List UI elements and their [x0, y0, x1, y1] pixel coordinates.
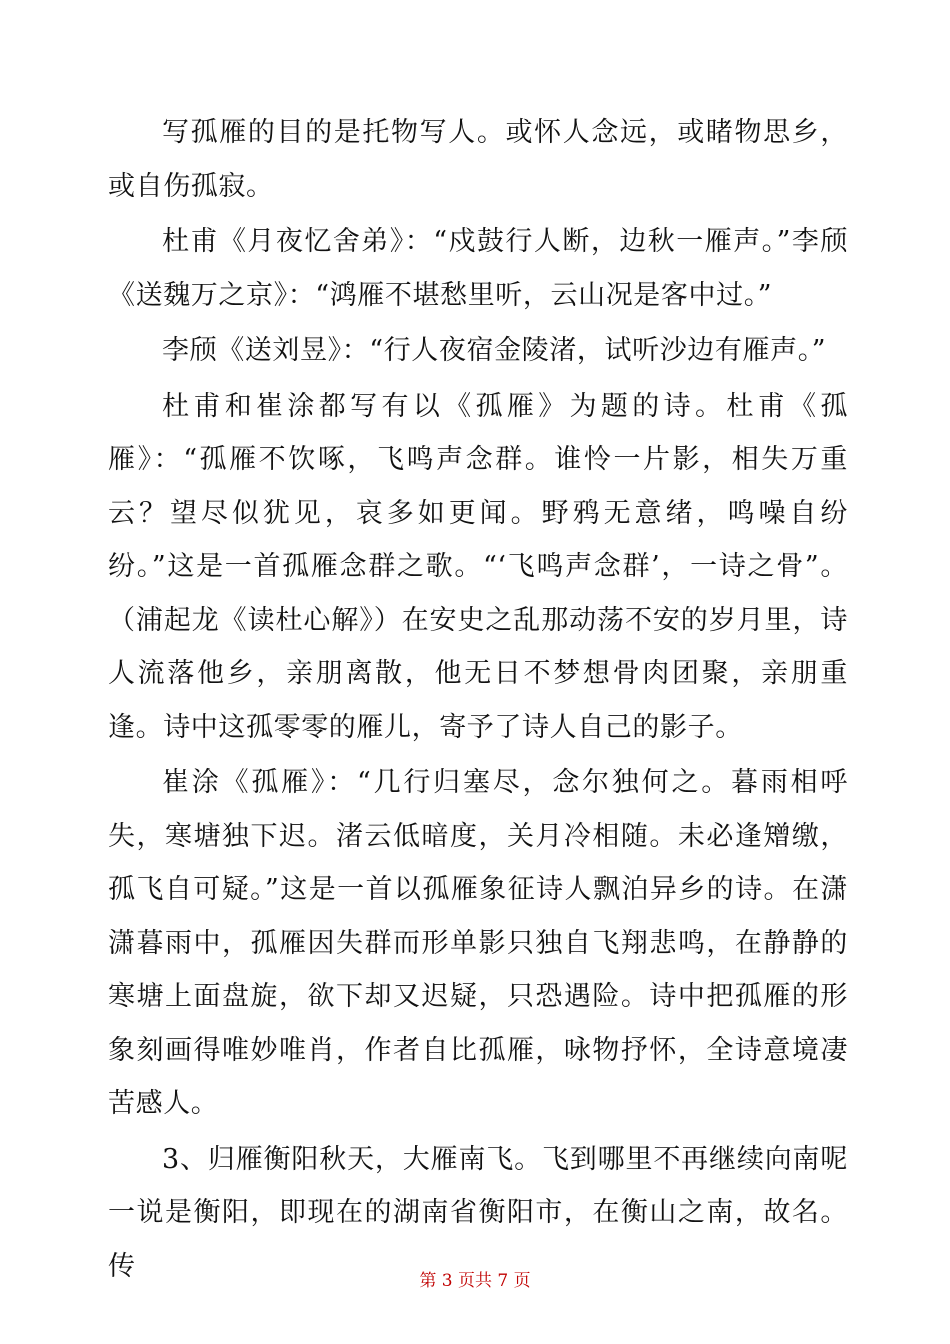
paragraph-6: 3、归雁衡阳秋天，大雁南飞。飞到哪里不再继续向南呢一说是衡阳，即现在的湖南省衡阳市，在衡山之南，故名。传 — [108, 1143, 848, 1282]
page-number: 第 3 页共 7 页 — [419, 1271, 531, 1291]
paragraph-2: 杜甫《月夜忆舍弟》：“戍鼓行人断，边秋一雁声。”李颀《送魏万之京》：“鸿雁不堪愁里听，云山况是客中过。” — [108, 226, 848, 311]
paragraph-1: 写孤雁的目的是托物写人。或怀人念远，或睹物思乡，或自伤孤寂。 — [108, 117, 848, 202]
paragraph-3: 李颀《送刘昱》：“行人夜宿金陵渚，试听沙边有雁声。” — [162, 335, 827, 366]
paragraph-5: 崔涂《孤雁》：“几行归塞尽，念尔独何之。暮雨相呼失，寒塘独下迟。渚云低暗度，关月冷相随。未必逢矰缴，孤飞自可疑。”这是一首以孤雁象征诗人飘泊异乡的诗。在潇潇暮雨中，孤雁因失群而形单影只独自飞翔悲鸣，在静静的寒塘上面盘旋，欲下却又迟疑，只恐遇险。诗中把孤雁的形象刻画得唯妙唯肖，作者自比孤雁，咏物抒怀，全诗意境凄苦感人。 — [108, 767, 848, 1119]
paragraph-4: 杜甫和崔涂都写有以《孤雁》为题的诗。杜甫《孤雁》：“孤雁不饮啄，飞鸣声念群。谁怜一片影，相失万重云？望尽似犹见，哀多如更闻。野鸦无意绪，鸣噪自纷纷。”这是一首孤雁念群之歌。“‘飞鸣声念群’，一诗之骨”。（浦起龙《读杜心解》）在安史之乱那动荡不安的岁月里，诗人流落他乡，亲朋离散，他无日不梦想骨肉团聚，亲朋重逢。诗中这孤零零的雁儿，寄予了诗人自己的影子。 — [108, 390, 848, 743]
document-body — [108, 106, 848, 1295]
